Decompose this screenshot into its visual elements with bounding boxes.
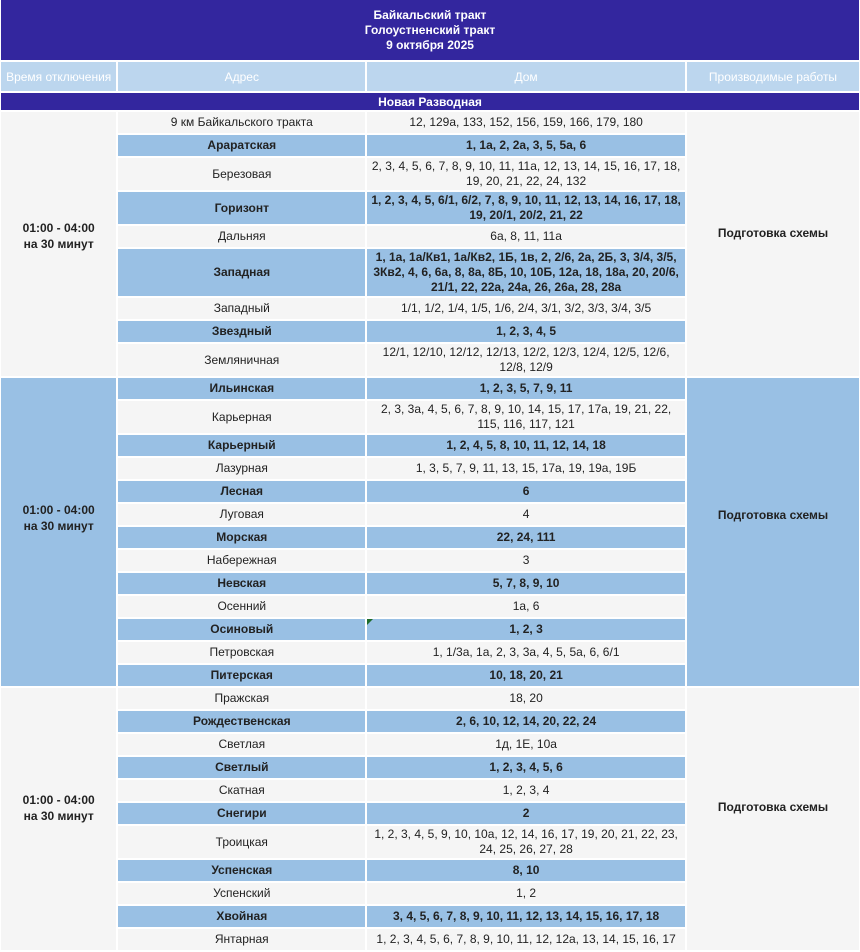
street-name: Хвойная — [118, 906, 365, 927]
street-name: Янтарная — [118, 929, 365, 950]
table-row — [1, 112, 859, 133]
column-header-row — [1, 62, 859, 91]
house-numbers: 1, 2, 3, 4, 5, 9, 10, 10а, 12, 14, 16, 17, 19, 20, 21, 22, 23, 24, 25, 26, 27, 28 — [367, 826, 685, 858]
table-body — [1, 112, 859, 950]
house-numbers: 1д, 1Е, 10а — [367, 734, 685, 755]
house-numbers: 1, 2, 3, 4, 5 — [367, 321, 685, 342]
outage-duration: на 30 минут — [23, 237, 94, 251]
house-numbers: 1, 3, 5, 7, 9, 11, 13, 15, 17а, 19, 19а, 19Б — [367, 458, 685, 479]
title-date: 9 октября 2025 — [386, 37, 474, 52]
outage-duration: на 30 минут — [23, 809, 94, 823]
column-header-address: Адрес — [118, 62, 365, 91]
street-name: Скатная — [118, 780, 365, 801]
outage-time-range: 01:00 - 04:00 — [22, 503, 95, 517]
street-name: Лазурная — [118, 458, 365, 479]
street-name: Светлый — [118, 757, 365, 778]
house-numbers: 5, 7, 8, 9, 10 — [367, 573, 685, 594]
street-name: Ильинская — [118, 378, 365, 399]
street-name: Араратская — [118, 135, 365, 156]
work-description: Подготовка схемы — [687, 112, 859, 376]
street-name: Березовая — [118, 158, 365, 190]
street-name: Питерская — [118, 665, 365, 686]
street-name: Звездный — [118, 321, 365, 342]
street-name: Пражская — [118, 688, 365, 709]
street-name: Западная — [118, 249, 365, 296]
house-numbers: 6а, 8, 11, 11а — [367, 226, 685, 247]
column-header-house: Дом — [367, 62, 685, 91]
street-name: Рождественская — [118, 711, 365, 732]
column-header-time: Время отключения — [1, 62, 116, 91]
outage-time-cell — [1, 378, 116, 686]
house-numbers: 1а, 6 — [367, 596, 685, 617]
house-numbers: 1, 2, 3, 4 — [367, 780, 685, 801]
street-name: Морская — [118, 527, 365, 548]
street-name: Светлая — [118, 734, 365, 755]
house-numbers: 2, 3, 3а, 4, 5, 6, 7, 8, 9, 10, 14, 15, 17, 17а, 19, 21, 22, 115, 116, 117, 121 — [367, 401, 685, 433]
house-numbers: 22, 24, 111 — [367, 527, 685, 548]
street-name: Снегири — [118, 803, 365, 824]
house-numbers: 1, 2, 3, 4, 5, 6, 7, 8, 9, 10, 11, 12, 12а, 13, 14, 15, 16, 17 — [367, 929, 685, 950]
outage-time-cell — [1, 112, 116, 376]
title-region: Байкальский тракт — [373, 7, 487, 22]
house-numbers: 8, 10 — [367, 860, 685, 881]
house-numbers: 2, 6, 10, 12, 14, 20, 22, 24 — [367, 711, 685, 732]
street-name: Успенский — [118, 883, 365, 904]
house-numbers: 1, 2 — [367, 883, 685, 904]
house-numbers: 1, 1а, 1а/Кв1, 1а/Кв2, 1Б, 1в, 2, 2/6, 2а, 2Б, 3, 3/4, 3/5, 3Кв2, 4, 6, 6а, 8, 8а, 8Б, 10, 10Б, 12а, 18, 18а, 20, 20/6, 21/1, 22, 22а, 24а, 26, 26а, 28, 28а — [367, 249, 685, 296]
house-numbers: 1, 2, 3, 4, 5, 6/1, 6/2, 7, 8, 9, 10, 11, 12, 13, 14, 16, 17, 18, 19, 20/1, 20/2, 21, 22 — [367, 192, 685, 224]
house-numbers: 1, 1а, 2, 2а, 3, 5, 5а, 6 — [367, 135, 685, 156]
house-numbers: 6 — [367, 481, 685, 502]
house-numbers: 12/1, 12/10, 12/12, 12/13, 12/2, 12/3, 12/4, 12/5, 12/6, 12/8, 12/9 — [367, 344, 685, 376]
work-description: Подготовка схемы — [687, 688, 859, 950]
street-name: Земляничная — [118, 344, 365, 376]
table-row — [1, 688, 859, 709]
outage-time-range: 01:00 - 04:00 — [22, 221, 95, 235]
house-numbers: 3 — [367, 550, 685, 571]
column-header-work: Производимые работы — [687, 62, 859, 91]
work-description: Подготовка схемы — [687, 378, 859, 686]
house-numbers: 1, 2, 4, 5, 8, 10, 11, 12, 14, 18 — [367, 435, 685, 456]
outage-time-cell — [1, 688, 116, 950]
street-name: Набережная — [118, 550, 365, 571]
table-row — [1, 378, 859, 399]
house-numbers: 1, 2, 3, 5, 7, 9, 11 — [367, 378, 685, 399]
street-name: Троицкая — [118, 826, 365, 858]
street-name: Петровская — [118, 642, 365, 663]
street-name: Невская — [118, 573, 365, 594]
house-numbers: 2 — [367, 803, 685, 824]
house-numbers: 4 — [367, 504, 685, 525]
street-name: Карьерный — [118, 435, 365, 456]
street-name: Дальняя — [118, 226, 365, 247]
house-numbers: 1, 1/3а, 1а, 2, 3, 3а, 4, 5, 5а, 6, 6/1 — [367, 642, 685, 663]
street-name: Карьерная — [118, 401, 365, 433]
house-numbers: 12, 129а, 133, 152, 156, 159, 166, 179, 180 — [367, 112, 685, 133]
street-name: Лесная — [118, 481, 365, 502]
title-road: Голоустненский тракт — [364, 22, 496, 37]
street-name: Осиновый — [118, 619, 365, 640]
street-name: Луговая — [118, 504, 365, 525]
house-numbers: 10, 18, 20, 21 — [367, 665, 685, 686]
house-numbers: 1, 2, 3 — [367, 619, 685, 640]
house-numbers: 3, 4, 5, 6, 7, 8, 9, 10, 11, 12, 13, 14, 15, 16, 17, 18 — [367, 906, 685, 927]
section-title: Новая Разводная — [1, 93, 859, 110]
street-name: Горизонт — [118, 192, 365, 224]
street-name: 9 км Байкальского тракта — [118, 112, 365, 133]
outage-duration: на 30 минут — [23, 519, 94, 533]
outage-time-range: 01:00 - 04:00 — [22, 793, 95, 807]
house-numbers: 2, 3, 4, 5, 6, 7, 8, 9, 10, 11, 11а, 12, 13, 14, 15, 16, 17, 18, 19, 20, 21, 22, 24, 132 — [367, 158, 685, 190]
house-numbers: 1, 2, 3, 4, 5, 6 — [367, 757, 685, 778]
house-numbers: 1/1, 1/2, 1/4, 1/5, 1/6, 2/4, 3/1, 3/2, 3/3, 3/4, 3/5 — [367, 298, 685, 319]
house-numbers: 18, 20 — [367, 688, 685, 709]
street-name: Западный — [118, 298, 365, 319]
street-name: Успенская — [118, 860, 365, 881]
table-title — [1, 0, 859, 60]
street-name: Осенний — [118, 596, 365, 617]
